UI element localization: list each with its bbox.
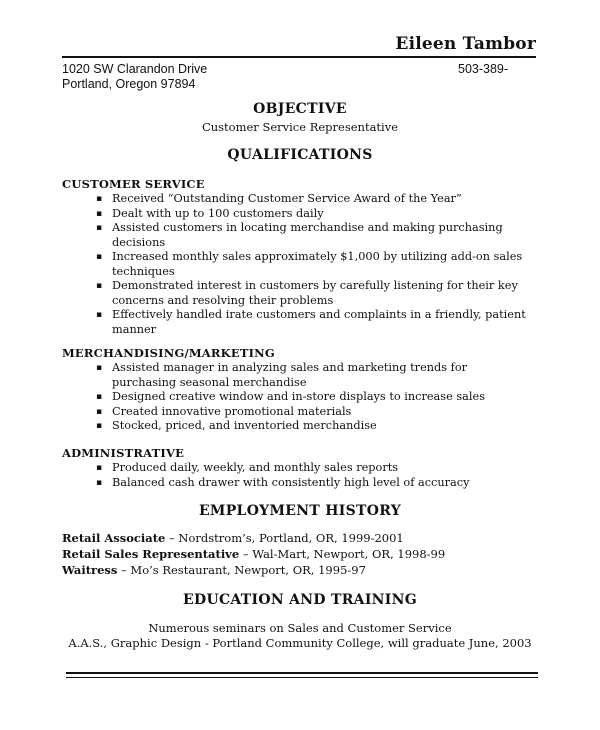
bullet-icon: ▪ <box>96 208 103 219</box>
address-line-1: 1020 SW Clarandon Drive <box>62 62 208 76</box>
resume-name: Eileen Tambor <box>395 34 536 54</box>
list-item: ▪ Created innovative promotional materials <box>96 404 352 418</box>
job-entry: Retail Associate – Nordstrom’s, Portland, OR, 1999-2001 <box>62 531 404 545</box>
list-item: ▪ Stocked, priced, and inventoried merchandise <box>96 419 377 432</box>
administrative-list <box>96 461 526 490</box>
bullet-icon: ▪ <box>96 463 103 473</box>
objective-heading: OBJECTIVE <box>253 101 347 117</box>
bullet-icon: ▪ <box>96 281 103 291</box>
job-entry: Retail Sales Representative – Wal-Mart, Newport, OR, 1998-99 <box>62 547 446 561</box>
bullet-icon: ▪ <box>96 223 103 233</box>
objective-text: Customer Service Representative <box>201 120 399 134</box>
bullet-icon: ▪ <box>96 421 103 431</box>
bullet-icon: ▪ <box>96 363 103 373</box>
category-administrative: ADMINISTRATIVE <box>62 446 185 460</box>
footer-rule <box>66 672 538 674</box>
bullet-icon: ▪ <box>96 477 103 488</box>
list-item: ▪ Balanced cash drawer with consistently high level of accuracy <box>96 475 470 489</box>
list-item: ▪ Dealt with up to 100 customers daily <box>96 206 324 220</box>
merchandising-list <box>96 361 526 434</box>
category-merchandising: MERCHANDISING/MARKETING <box>62 346 275 360</box>
category-customer-service: CUSTOMER SERVICE <box>62 177 205 191</box>
list-item: ▪ Produced daily, weekly, and monthly sales reports <box>96 461 399 474</box>
bullet-icon: ▪ <box>96 194 103 204</box>
header-rule <box>62 56 536 58</box>
list-item: ▪ Assisted customers in locating merchandise and making purchasing decisions <box>96 221 503 249</box>
list-item: ▪ Demonstrated interest in customers by carefully listening for their key concerns and resolving their problems <box>96 279 518 307</box>
bullet-icon: ▪ <box>96 310 103 320</box>
education-line-2: A.A.S., Graphic Design - Portland Community College, will graduate June, 2003 <box>68 636 532 650</box>
address-line-2: Portland, Oregon 97894 <box>62 77 196 91</box>
list-item: ▪ Received “Outstanding Customer Service Award of the Year” <box>96 192 462 205</box>
footer-rule-thin <box>66 677 538 678</box>
education-heading: EDUCATION AND TRAINING <box>183 592 417 608</box>
employment-heading: EMPLOYMENT HISTORY <box>198 503 402 519</box>
phone: 503-389- <box>458 62 509 76</box>
bullet-icon: ▪ <box>96 392 103 402</box>
bullet-icon: ▪ <box>96 406 103 417</box>
list-item: ▪ Effectively handled irate customers and complaints in a friendly, patient manner <box>96 308 526 336</box>
qualifications-heading: QUALIFICATIONS <box>227 147 373 163</box>
customer-service-list <box>96 192 526 337</box>
education-line-1: Numerous seminars on Sales and Customer Service <box>148 621 452 635</box>
list-item: ▪ Assisted manager in analyzing sales and marketing trends for purchasing seasonal merchandise <box>96 361 468 389</box>
bullet-icon: ▪ <box>96 252 103 262</box>
list-item: ▪ Increased monthly sales approximately $1,000 by utilizing add-on sales techniques <box>96 250 523 278</box>
job-entry: Waitress – Mo’s Restaurant, Newport, OR, 1995-97 <box>62 563 366 577</box>
list-item: ▪ Designed creative window and in-store displays to increase sales <box>96 390 485 403</box>
